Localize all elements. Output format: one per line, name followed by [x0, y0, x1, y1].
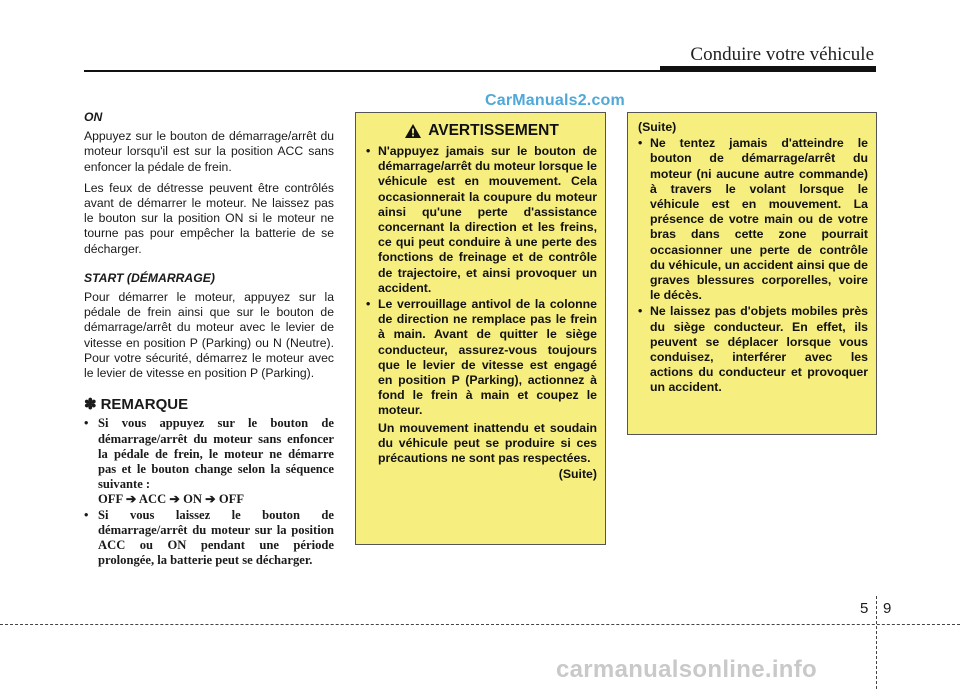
- on-paragraph-1: Appuyez sur le bouton de démarrage/arrêt du moteur lorsqu'il est sur la position ACC sans enfoncer la pédale de frein.: [84, 129, 334, 174]
- note-star-icon: ✽: [84, 396, 97, 414]
- page-header-title: Conduire votre véhicule: [690, 44, 874, 65]
- header-rule-accent: [660, 66, 876, 72]
- continuation-list: [638, 136, 868, 395]
- bullet-icon: •: [84, 507, 89, 522]
- note-item-text: Si vous laissez le bouton de démarrage/arrêt du moteur sur la position ACC ou ON pendant une période prolongée, la batterie peut se décharger.: [98, 507, 334, 568]
- sequence-step: OFF: [98, 492, 123, 507]
- page-number: 9: [883, 600, 892, 617]
- continuation-item: [638, 304, 868, 395]
- bullet-icon: •: [638, 304, 643, 319]
- bullet-icon: •: [366, 297, 371, 312]
- left-column: [84, 110, 334, 568]
- note-list: [84, 416, 334, 568]
- warning-suite-label: (Suite): [558, 467, 597, 482]
- warning-title-label: AVERTISSEMENT: [428, 122, 559, 140]
- arrow-right-icon: ➔: [125, 492, 137, 507]
- warning-box: [355, 112, 606, 545]
- bullet-icon: •: [366, 144, 371, 158]
- watermark-top[interactable]: CarManuals2.com: [485, 92, 625, 109]
- warning-item: [366, 297, 597, 419]
- on-paragraph-2: Les feux de détresse peuvent être contrôlés avant de démarrer le moteur. Ne laissez pas le bouton sur la position ON si le moteur ne tourne pas pour empêcher la batterie de se décharger.: [84, 180, 334, 256]
- section-number: 5: [860, 600, 869, 617]
- start-paragraph: Pour démarrer le moteur, appuyez sur la pédale de frein ainsi que sur le bouton de démarrage/arrêt du moteur avec le levier de vitesse en position P (Parking) ou N (Neutre). Pour votre sécurité, démarrez le moteur avec le levier de vitesse en position P (Parking).: [84, 290, 334, 381]
- continuation-item-text: Ne tentez jamais d'atteindre le bouton de démarrage/arrêt du moteur (ni aucune autre commande) à travers le volant lorsque le véhicule est en mouvement. La présence de votre main ou de votre bras dans cette zone pourrait occasionner une perte de contrôle du véhicule, un accident ainsi que de graves blessures corporelles, voire le décès.: [650, 136, 868, 303]
- bullet-icon: •: [84, 416, 89, 431]
- continuation-item: [638, 136, 868, 303]
- footer-divider: [0, 624, 960, 625]
- warning-extra-text: Un mouvement inattendu et soudain du véhicule peut se produire si ces précautions ne sont pas respectées.: [378, 420, 597, 466]
- note-heading-label: REMARQUE: [100, 396, 189, 414]
- on-heading: ON: [84, 110, 103, 124]
- sequence-line: [98, 492, 334, 507]
- bullet-icon: •: [638, 136, 643, 151]
- continuation-item-text: Ne laissez pas d'objets mobiles près du siège conducteur. En effet, ils peuvent se déplacer lorsque vous conduisez, interférer avec les actions du conducteur et provoquer un accident.: [650, 304, 868, 395]
- sequence-step: OFF: [218, 492, 245, 507]
- arrow-right-icon: ➔: [169, 492, 180, 507]
- warning-item-text: Le verrouillage antivol de la colonne de direction ne remplace pas le frein à main. Avant de quitter le siège conducteur, assurez-vous toujours que le levier de vitesse est engagé en position P (Parking), actionnez à fond le frein à main et coupez le moteur.: [378, 297, 597, 418]
- note-item: [84, 416, 334, 507]
- watermark-bottom[interactable]: carmanualsonline.info: [556, 656, 818, 683]
- sequence-step: ACC: [138, 492, 167, 507]
- note-item: [84, 508, 334, 569]
- warning-item: [366, 144, 597, 296]
- note-heading: [84, 397, 334, 412]
- sequence-step: ON: [183, 492, 202, 507]
- start-heading: START (DÉMARRAGE): [84, 270, 215, 285]
- footer-vertical-divider: [876, 596, 877, 689]
- warning-title: [366, 123, 597, 139]
- warning-list: [366, 144, 597, 419]
- note-item-text: Si vous appuyez sur le bouton de démarrage/arrêt du moteur sans enfoncer la pédale de frein, le moteur ne démarre pas et le bouton change selon la séquence suivante :: [98, 416, 334, 492]
- warning-triangle-icon: [404, 123, 422, 139]
- warning-continuation-box: [627, 112, 877, 435]
- warning-item-text: N'appuyez jamais sur le bouton de démarrage/arrêt du moteur lorsque le véhicule est en mouvement. Cela occasionnerait la coupure du moteur ainsi qu'une perte d'assistance concernant la direction et les freins, ce qui peut conduire à une perte des fonctions de freinage et de contrôle de trajectoire, et ainsi provoquer un accident.: [378, 144, 597, 295]
- arrow-right-icon: ➔: [205, 492, 216, 507]
- continuation-suite-label: (Suite): [638, 120, 677, 134]
